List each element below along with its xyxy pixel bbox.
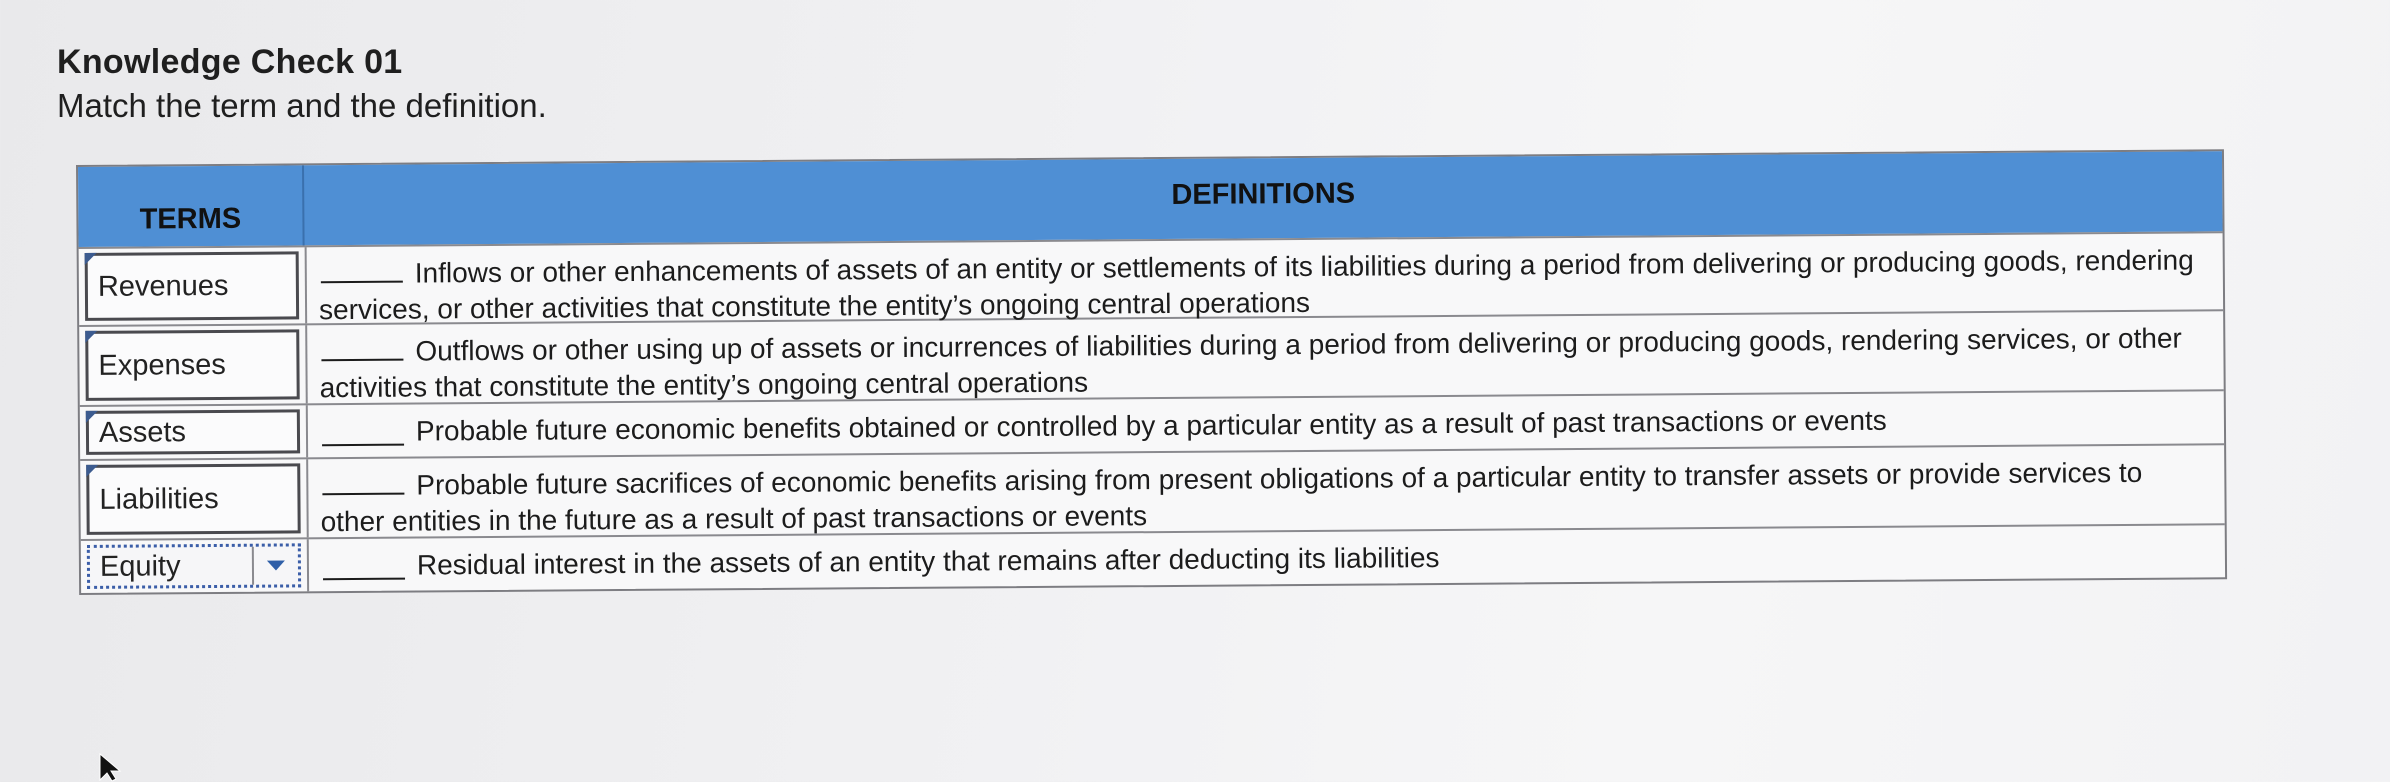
table-row <box>80 443 2225 539</box>
definition-text: Inflows or other enhancements of assets of an entity or settlements of its liabilities during a period from delivering or producing goods, rendering services, or other activities that constitute the entity’s ongoing central operations <box>318 244 2194 326</box>
term-cell <box>81 539 307 593</box>
definition-text: Probable future economic benefits obtained or controlled by a particular entity as a result of past transactions or events <box>415 404 1887 447</box>
definitions-column-header: DEFINITIONS <box>1171 177 1356 211</box>
page-title: Knowledge Check 01 <box>57 43 403 81</box>
term-cell <box>80 405 306 459</box>
definition-text: Residual interest in the assets of an entity that remains after deducting its liabilities <box>416 542 1440 581</box>
drag-handle-corner <box>86 465 98 477</box>
drag-handle-corner <box>85 253 97 265</box>
instructions: Match the term and the definition. <box>57 87 547 124</box>
term-label: Assets <box>98 415 187 449</box>
matching-table <box>76 149 2227 595</box>
answer-blank[interactable] <box>321 333 403 362</box>
definition-text: Probable future sacrifices of economic benefits arising from present obligations of a particular entity to transfer assets or provide services to other entities in the future as a result of past transactions or events <box>320 456 2143 538</box>
term-draggable-assets[interactable] <box>86 409 300 455</box>
caret-down-icon <box>267 560 285 570</box>
term-draggable-revenues[interactable] <box>85 251 299 321</box>
term-label: Equity <box>99 549 181 583</box>
drag-handle-corner <box>85 331 97 343</box>
question-header <box>57 40 547 128</box>
dropdown-toggle[interactable] <box>252 546 298 584</box>
term-cell <box>80 459 307 539</box>
terms-column-header: TERMS <box>78 165 305 247</box>
table-header-row <box>78 151 2223 247</box>
definition-cell <box>305 233 2224 326</box>
table-row <box>79 231 2224 325</box>
term-draggable-expenses[interactable] <box>85 329 300 401</box>
term-label: Liabilities <box>99 482 219 516</box>
answer-blank[interactable] <box>321 255 403 284</box>
drag-handle-corner <box>86 411 98 423</box>
term-label: Expenses <box>98 348 226 382</box>
definition-cell <box>305 311 2224 403</box>
term-label: Revenues <box>97 269 229 303</box>
definition-cell <box>306 445 2225 537</box>
answer-blank[interactable] <box>323 552 405 581</box>
mouse-pointer-icon <box>98 752 124 782</box>
term-draggable-liabilities[interactable] <box>86 463 301 535</box>
definition-text: Outflows or other using up of assets or incurrences of liabilities during a period from delivering or producing goods, rendering services, or other activities that constitute the entity’s ongoing central operations <box>319 322 2182 404</box>
term-cell <box>79 247 306 325</box>
term-dropdown-equity[interactable] <box>87 543 301 589</box>
term-cell <box>79 325 306 405</box>
answer-blank[interactable] <box>322 467 404 496</box>
answer-blank[interactable] <box>322 418 404 447</box>
